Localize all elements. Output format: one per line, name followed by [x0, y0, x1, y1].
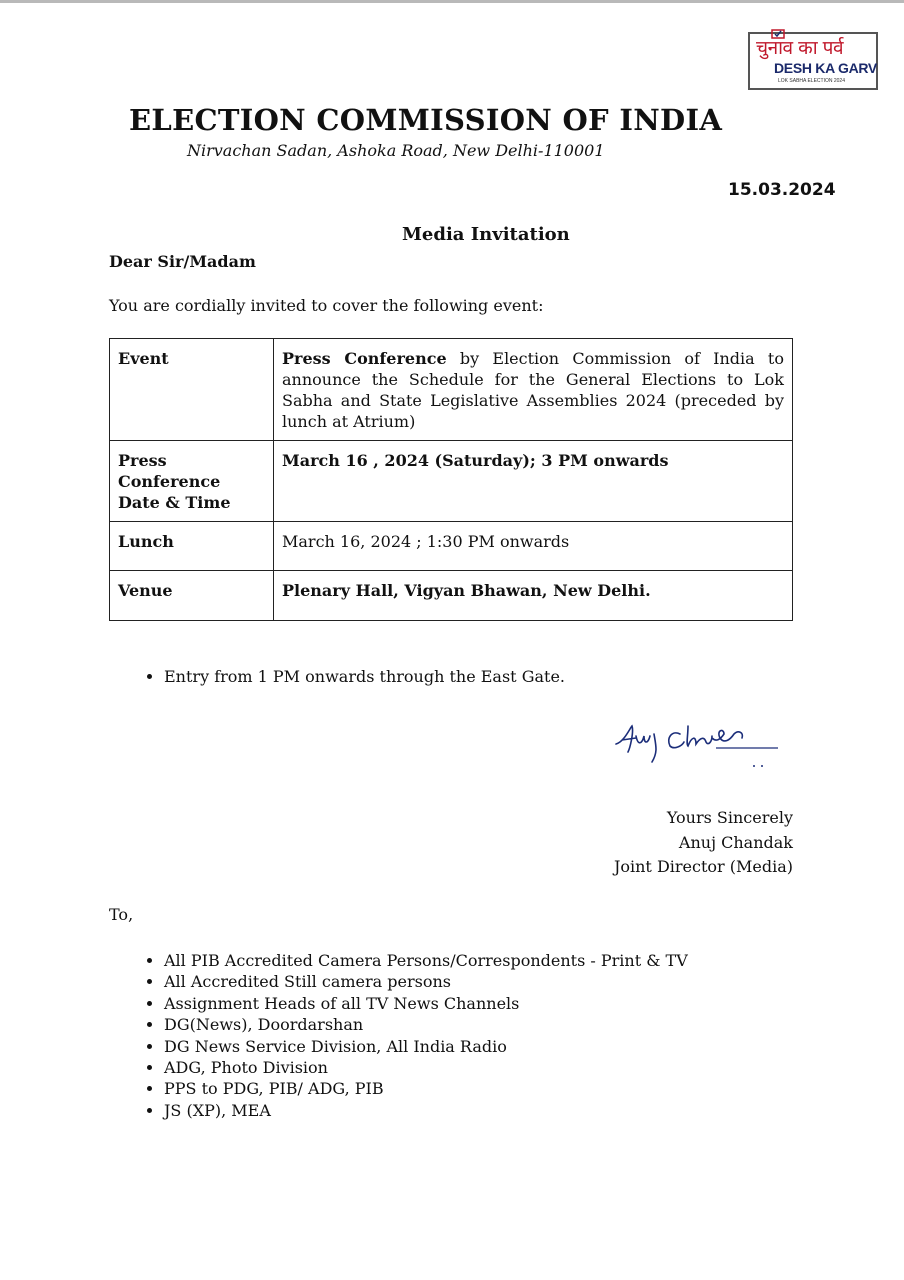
- lunch-label: Lunch: [110, 522, 274, 571]
- table-row: [110, 339, 793, 441]
- venue-value: Plenary Hall, Vigyan Bhawan, New Delhi.: [274, 571, 793, 621]
- list-item: • All PIB Accredited Camera Persons/Correspondents - Print & TV: [164, 950, 688, 971]
- list-item: • Assignment Heads of all TV News Channels: [164, 993, 688, 1014]
- recipients-list: [136, 950, 688, 1121]
- list-item: • DG(News), Doordarshan: [164, 1014, 688, 1035]
- page-title: ELECTION COMMISSION OF INDIA: [129, 103, 723, 137]
- press-label-line: Date & Time: [118, 493, 231, 512]
- event-value: [274, 339, 793, 441]
- table-row: [110, 571, 793, 621]
- logo-english-text: DESH KA GARV: [774, 60, 877, 76]
- address: Nirvachan Sadan, Ashoka Road, New Delhi-110001: [187, 141, 605, 160]
- election-logo: [748, 32, 878, 90]
- table-row: [110, 441, 793, 522]
- press-label-line: Conference: [118, 472, 221, 491]
- event-value-text: by Election Commission of India to announce the Schedule for the General Elections to Lok Sabha and State Legislative Assemblies 2024 (preceded by lunch at Atrium): [282, 349, 784, 431]
- notes-list: [136, 666, 565, 688]
- press-label-line: Press: [118, 451, 167, 470]
- press-conference-value: March 16 , 2024 (Saturday); 3 PM onwards: [274, 441, 793, 522]
- signature: [612, 722, 784, 774]
- event-value-bold: Press Conference: [282, 349, 447, 368]
- event-details-table: [109, 338, 793, 621]
- page-top-edge: [0, 0, 904, 3]
- lunch-value: March 16, 2024 ; 1:30 PM onwards: [274, 522, 793, 571]
- list-item: • Entry from 1 PM onwards through the East Gate.: [164, 666, 565, 688]
- closing-line: Yours Sincerely: [666, 808, 793, 827]
- event-label: Event: [110, 339, 274, 441]
- document-heading: Media Invitation: [402, 224, 570, 245]
- table-row: [110, 522, 793, 571]
- document-date: 15.03.2024: [728, 180, 836, 200]
- logo-hindi-text: चुनाव का पर्व: [756, 37, 844, 59]
- list-item: • ADG, Photo Division: [164, 1057, 688, 1078]
- venue-label: Venue: [110, 571, 274, 621]
- list-item: • PPS to PDG, PIB/ ADG, PIB: [164, 1078, 688, 1099]
- salutation: Dear Sir/Madam: [109, 252, 256, 271]
- press-conference-label: [110, 441, 274, 522]
- list-item: • All Accredited Still camera persons: [164, 971, 688, 992]
- to-label: To,: [109, 905, 134, 924]
- intro-text: You are cordially invited to cover the following event:: [109, 296, 544, 315]
- closing-block: [560, 806, 793, 880]
- signatory-designation: Joint Director (Media): [613, 857, 793, 876]
- list-item: • DG News Service Division, All India Radio: [164, 1036, 688, 1057]
- signatory-name: Anuj Chandak: [678, 832, 793, 852]
- logo-subtext: LOK SABHA ELECTION 2024: [778, 78, 845, 84]
- list-item: • JS (XP), MEA: [164, 1100, 688, 1121]
